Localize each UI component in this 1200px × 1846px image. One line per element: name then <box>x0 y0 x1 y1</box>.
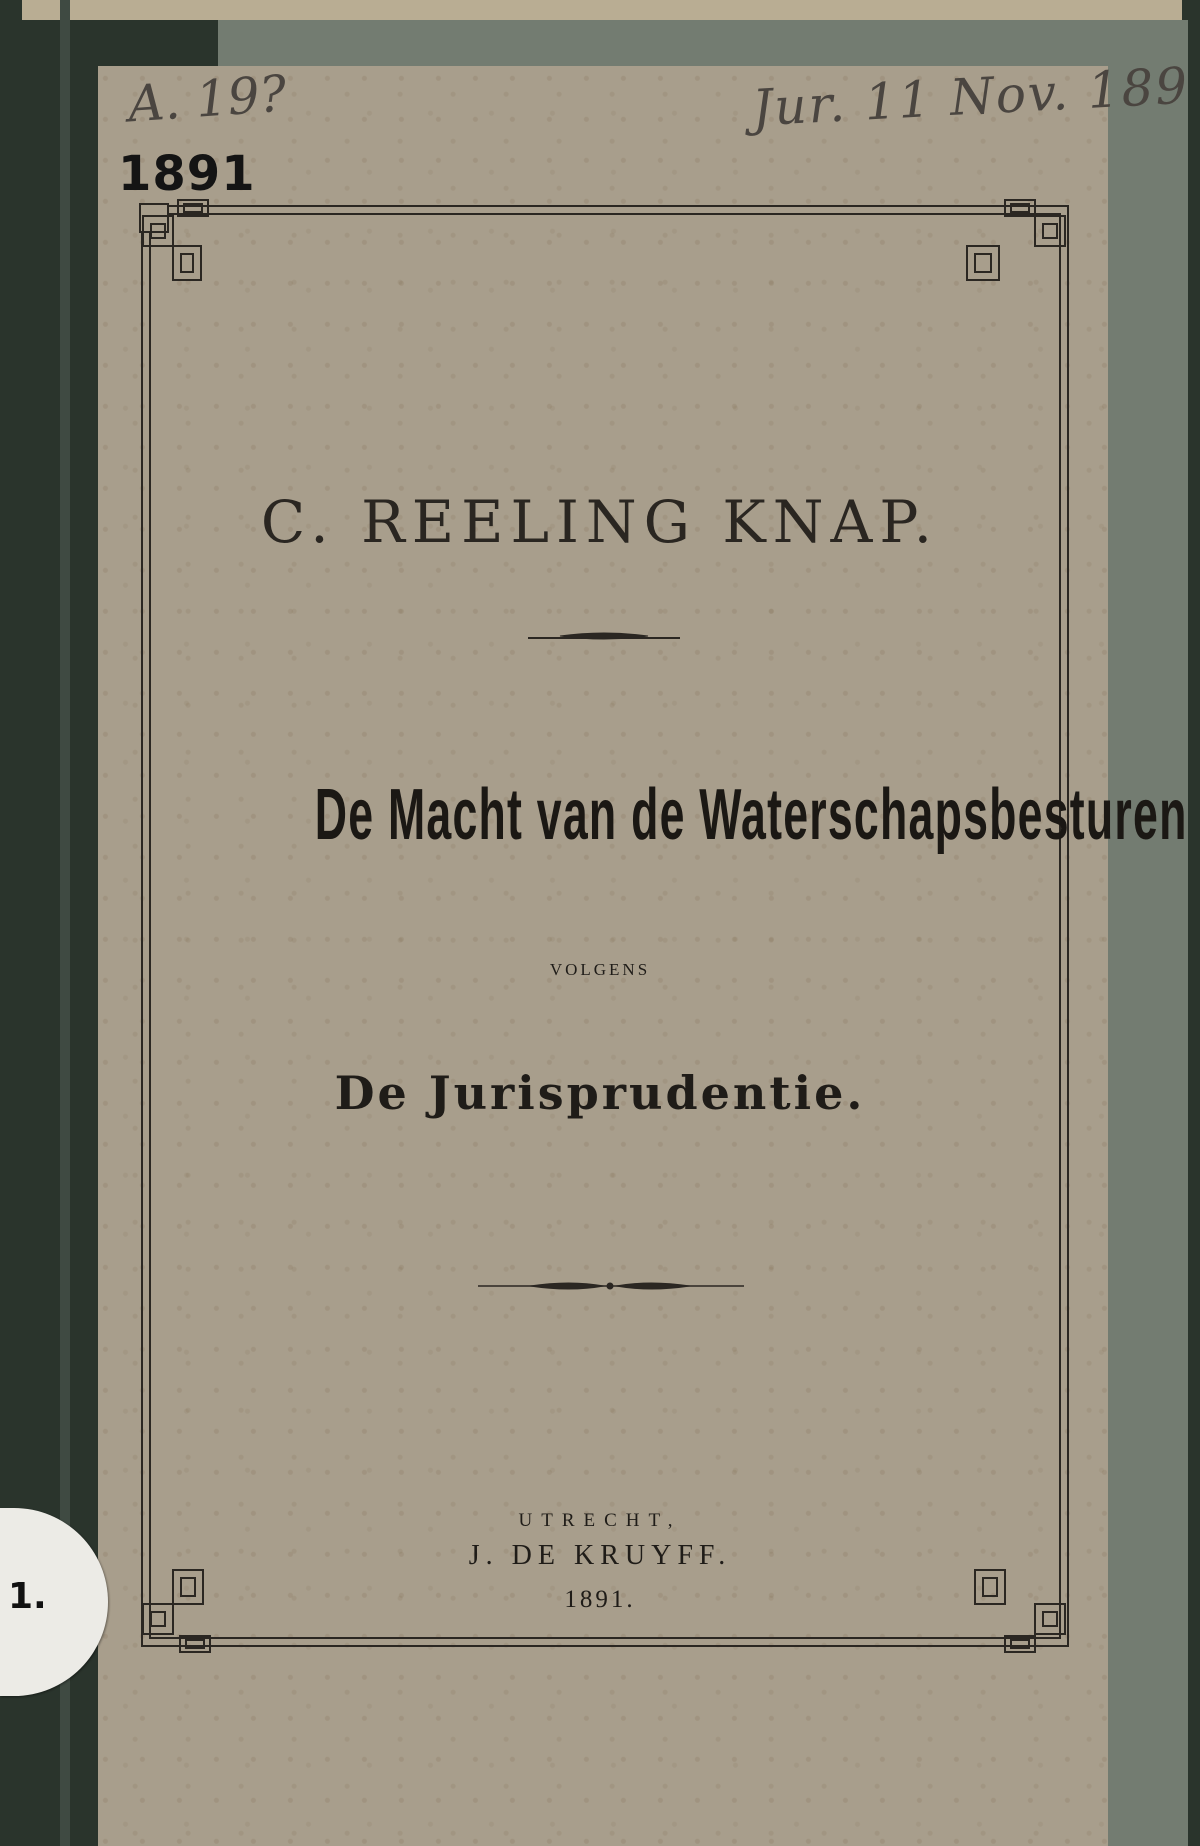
corner-ornament-top-right <box>967 200 1065 280</box>
handwritten-note-left: A. 19? <box>126 64 289 134</box>
handwritten-note-right: Jur. 11 Nov. 189 <box>750 56 1191 138</box>
publisher-name: J. DE KRUYFF. <box>468 1540 732 1571</box>
spine-label-text: 1. <box>8 1576 47 1617</box>
frame-inner-line <box>150 214 1188 1638</box>
publication-year: 1891. <box>564 1586 636 1613</box>
frame-outer-line <box>142 206 1188 1646</box>
year-stamp: 1891 <box>118 146 256 202</box>
publication-place: UTRECHT, <box>518 1510 682 1531</box>
author-name: C. REELING KNAP. <box>260 488 940 556</box>
divider-rule-lower <box>478 1283 744 1289</box>
title-connector: VOLGENS <box>549 960 651 979</box>
book-title: De Macht van de Waterschapsbesturen <box>314 775 1188 855</box>
book-subtitle: De Jurisprudentie. <box>334 1066 866 1120</box>
divider-rule-upper <box>528 633 680 639</box>
